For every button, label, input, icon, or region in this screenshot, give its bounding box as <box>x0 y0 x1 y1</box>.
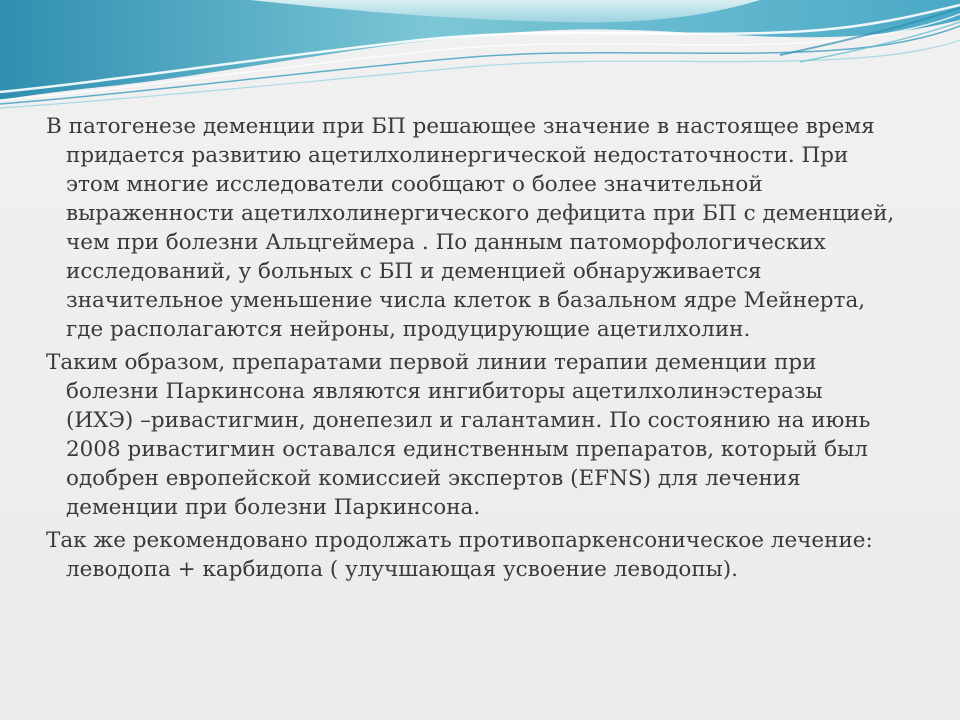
paragraph-pathogenesis: В патогенезе деменции при БП решающее значение в настоящее время придается развитию ацетилхолинергической недостаточности. При этом многие исследователи сообщают о более значительной выраженности ацетилхолинергического дефицита при БП с деменцией, чем при болезни Альцгеймера . По данным патоморфологических исследований, у больных с БП и деменцией обнаруживается значительное уменьшение числа клеток в базальном ядре Мейнерта, где располагаются нейроны, продуцирующие ацетилхолин. <box>46 114 895 342</box>
paragraph-treatment: Таким образом, препаратами первой линии терапии деменции при болезни Паркинсона являются ингибиторы ацетилхолинэстеразы (ИХЭ) –ривастигмин, донепезил и галантамин. По состоянию на июнь 2008 ривастигмин оставался единственным препаратов, который был одобрен европейской комиссией экспертов (EFNS) для лечения деменции при болезни Паркинсона. <box>46 350 871 520</box>
wave-header-decoration <box>0 0 960 120</box>
paragraph-recommendation: Так же рекомендовано продолжать противопаркенсоническое лечение: леводопа + карбидопа ( улучшающая усвоение леводопы). <box>46 528 873 582</box>
slide-body-text <box>46 112 896 588</box>
